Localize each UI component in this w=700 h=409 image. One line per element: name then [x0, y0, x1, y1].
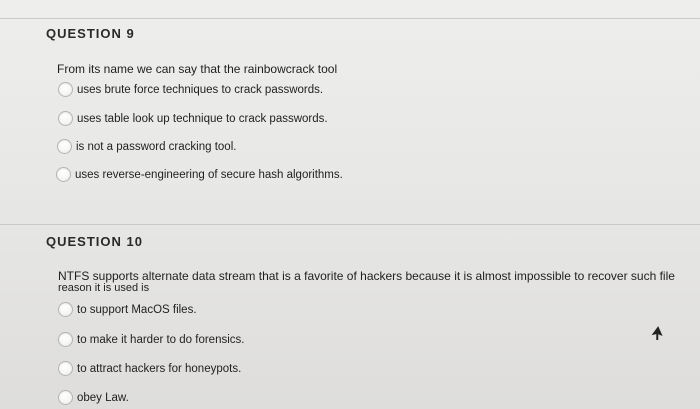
radio-button-icon[interactable]	[58, 390, 73, 405]
question-9-option-b-label: uses table look up technique to crack passwords.	[77, 112, 328, 125]
radio-button-icon[interactable]	[58, 302, 73, 317]
question-10-option-d[interactable]	[58, 390, 129, 405]
question-9-option-a-label: uses brute force techniques to crack passwords.	[77, 83, 324, 96]
question-9-option-d[interactable]	[56, 167, 343, 182]
question-9-prompt	[57, 63, 337, 75]
radio-button-icon[interactable]	[58, 82, 73, 97]
question-10-prompt-line-2: reason it is used is	[58, 282, 150, 294]
question-10-option-b[interactable]	[58, 332, 244, 347]
divider-top	[0, 18, 700, 19]
question-10-option-c[interactable]	[58, 361, 241, 376]
divider-middle	[0, 224, 700, 225]
question-10-prompt	[58, 270, 675, 294]
radio-button-icon[interactable]	[57, 139, 72, 154]
question-10-option-d-label: obey Law.	[77, 391, 129, 404]
question-9-option-c[interactable]	[57, 139, 236, 154]
radio-button-icon[interactable]	[58, 332, 73, 347]
question-9-header: QUESTION 9	[46, 26, 135, 41]
question-9-prompt-line-1: From its name we can say that the rainbowcrack tool	[57, 62, 338, 76]
question-10-header: QUESTION 10	[46, 234, 143, 249]
radio-button-icon[interactable]	[58, 111, 73, 126]
radio-button-icon[interactable]	[58, 361, 73, 376]
question-10-option-b-label: to make it harder to do forensics.	[77, 333, 245, 346]
question-9-option-a[interactable]	[58, 82, 323, 97]
question-10-option-c-label: to attract hackers for honeypots.	[77, 362, 242, 375]
question-9-option-c-label: is not a password cracking tool.	[76, 140, 237, 153]
mouse-pointer-icon	[651, 326, 663, 340]
question-10-option-a[interactable]	[58, 302, 197, 317]
question-9-option-b[interactable]	[58, 111, 328, 126]
question-9-option-d-label: uses reverse-engineering of secure hash algorithms.	[75, 168, 343, 181]
question-10-option-a-label: to support MacOS files.	[77, 303, 197, 316]
radio-button-icon[interactable]	[56, 167, 71, 182]
question-10-prompt-line-1: NTFS supports alternate data stream that is a favorite of hackers because it is almost impossible to recover such file	[58, 269, 675, 283]
